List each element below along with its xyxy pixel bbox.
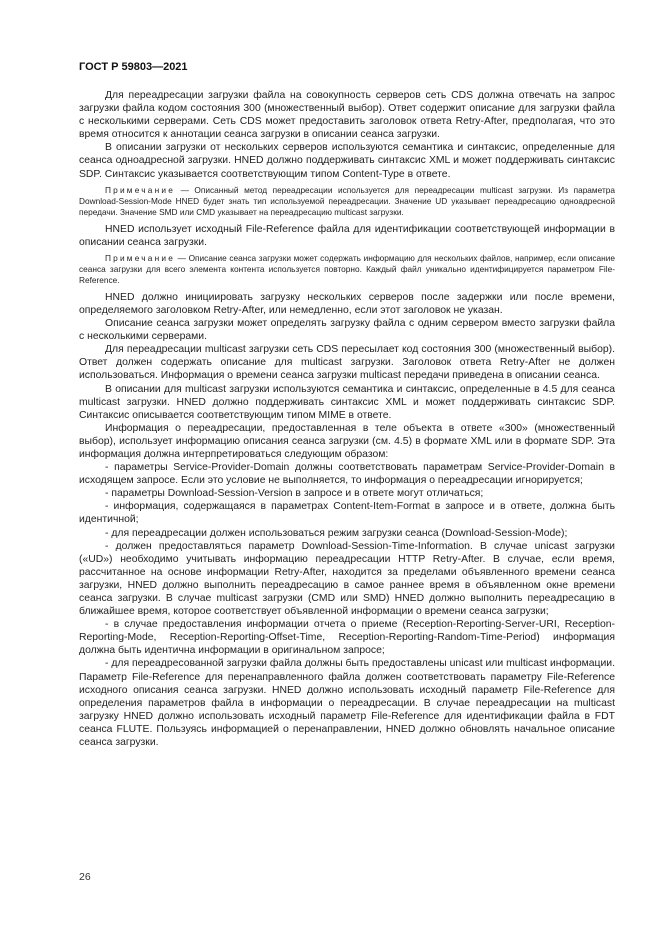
- paragraph: В описании для multicast загрузки используются семантика и синтаксис, определенные в 4.5 для сеанса multicast загрузки. HNED должно поддерживать синтаксис XML и может поддерживать синтаксис SDP. Синтаксис описывается соответствующим типом MIME в ответе.: [79, 383, 615, 421]
- paragraph: HNED использует исходный File-Reference файла для идентификации соответствующей информации в описании сеанса загрузки.: [79, 223, 615, 248]
- paragraph: В описании загрузки от нескольких серверов используются семантика и синтаксис, определенные для сеанса одноадресной загрузки. HNED должно поддерживать синтаксис XML и может поддерживать синтаксис SDP. Синтаксис указывается соответствующим типом Content-Type в ответе.: [79, 142, 615, 180]
- list-item: - для переадресации должен использоваться режим загрузки сеанса (Download-Session-Mode);: [105, 527, 568, 539]
- list-item: - должен предоставляться параметр Download-Session-Time-Information. В случае unicast загрузки («UD») необходимо учитывать информацию переадресации HTTP Retry-After. В случае, если время, рассчитанное на основе информации Retry-After, находится за пределами объявленного времени сеанса загрузки, HNED должно выполнить переадресацию в самое раннее время в объявленном окне времени сеанса загрузки. В случае multicast загрузки (CMD или SMD) HNED должно выполнить переадресацию в ближайшее время, которое соответствует объявленной информации о времени сеанса загрузки;: [79, 540, 615, 618]
- note-label: Примечание: [105, 252, 176, 263]
- list-item: - параметры Download-Session-Version в запросе и в ответе могут отличаться;: [105, 488, 484, 500]
- note-text: — Описание сеанса загрузки может содержать информацию для нескольких файлов, например, если описание сеанса загрузки для всего элемента контента используется повторно. Каждый файл уникально идентифицируется параметром File-Reference.: [79, 252, 615, 285]
- list-item: - для переадресованной загрузки файла должны быть предоставлены unicast или multicast информации. Параметр File-Reference для перенаправленного файла должен соответствовать параметру File-Reference исходного описания сеанса загрузки. HNED должно использовать исходный параметр File-Reference для определения параметров файла в информации о переадресации. В случае переадресации на multicast загрузку HNED должно использовать исходный параметр File-Reference для идентификации файла в FDT сеанса FLUTE. Пользуясь информацией о перенаправлении, HNED должно обновлять начальное описание сеанса загрузки.: [79, 658, 615, 749]
- document-header: ГОСТ Р 59803—2021: [79, 61, 188, 73]
- paragraph: Описание сеанса загрузки может определять загрузку файла с одним сервером вместо загрузки файла с несколькими серверами.: [79, 318, 615, 343]
- page-body: [79, 89, 615, 749]
- list-item: - параметры Service-Provider-Domain должны соответствовать параметрам Service-Provider-Domain в исходящем запросе. Если это условие не выполняется, то информация о переадресации игнорируется;: [79, 462, 615, 487]
- page-number: 26: [79, 871, 91, 883]
- note: [79, 253, 615, 286]
- list-item: - в случае предоставления информации отчета о приеме (Reception-Reporting-Server-URI, Reception-Reporting-Mode, Reception-Reporting-Offset-Time, Reception-Reporting-Random-Time-Period) информация должна быть идентична информации в оригинальном запросе;: [79, 619, 615, 657]
- note-text: — Описанный метод переадресации используется для переадресации multicast загрузки. Из параметра Download-Session-Mode HNED будет знать тип используемой переадресации. Значение UD указывает переадресацию одноадресной передачи. Значение SMD или CMD указывает на переадресацию multicast загрузки.: [79, 184, 615, 217]
- paragraph: Для переадресации multicast загрузки сеть CDS пересылает код состояния 300 (множественный выбор). Ответ должен содержать описание для multicast загрузки. Заголовок ответа Retry-After не должен использоваться. Информация о времени сеанса загрузки multicast передачи приведена в описании сеанса.: [79, 344, 615, 382]
- note-label: Примечание: [105, 184, 176, 195]
- paragraph: Для переадресации загрузки файла на совокупность серверов сеть CDS должна отвечать на запрос загрузки файла кодом состояния 300 (множественный выбор). Ответ содержит описание для загрузки файла с несколькими серверами. Сеть CDS может предоставить заголовок ответа Retry-After, предполагая, что это время относится к аннотации сеанса загрузки в описании сеанса загрузки.: [79, 90, 615, 141]
- note: [79, 185, 615, 218]
- paragraph: Информация о переадресации, предоставленная в теле объекта в ответе «300» (множественный выбор), использует информацию описания сеанса загрузки (см. 4.5) в формате XML или в формате SDP. Эта информация должна интерпретироваться следующим образом:: [79, 422, 615, 460]
- list-item: - информация, содержащаяся в параметрах Content-Item-Format в запросе и в ответе, должна быть идентичной;: [79, 501, 615, 526]
- paragraph: HNED должно инициировать загрузку нескольких серверов после задержки или после времени, определяемого заголовком Retry-After, или немедленно, если этот заголовок не указан.: [79, 291, 615, 316]
